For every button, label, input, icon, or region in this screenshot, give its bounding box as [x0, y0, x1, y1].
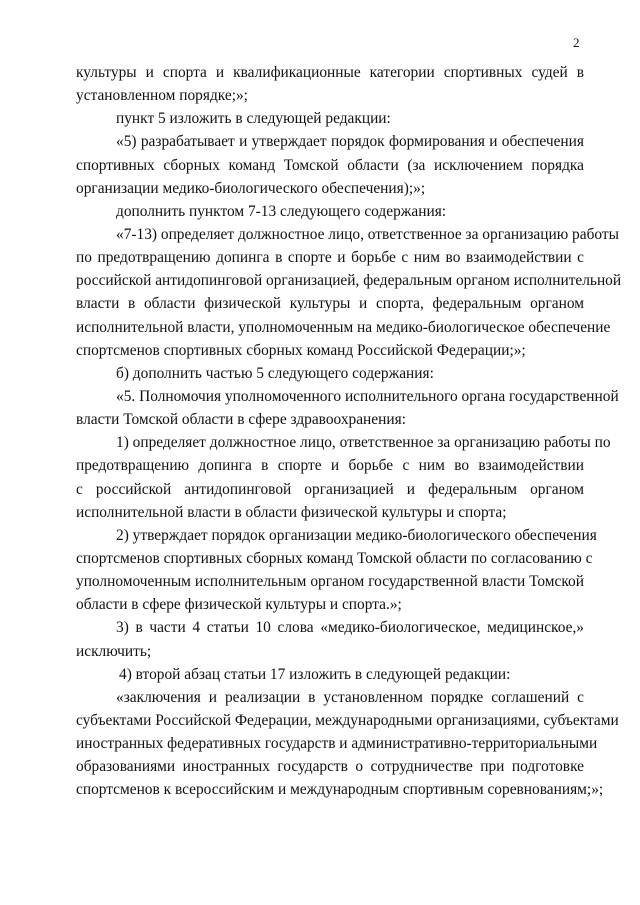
- text-line: спортивных сборных команд Томской области (за исключением порядка: [76, 156, 584, 174]
- text-line: б) дополнить частью 5 следующего содержания:: [116, 364, 434, 382]
- text-line: по предотвращению допинга в спорте и борьбе с ним во взаимодействии с: [76, 249, 584, 267]
- text-line: установленном порядке;»;: [76, 87, 248, 105]
- page-number: 2: [573, 35, 580, 50]
- text-line: «7-13) определяет должностное лицо, ответственное за организацию работы: [116, 225, 619, 243]
- text-line: исполнительной власти, уполномоченным на медико-биологическое обеспечение: [76, 318, 611, 336]
- text-line: 4) второй абзац статьи 17 изложить в следующей редакции:: [119, 665, 511, 683]
- text-line: власти Томской области в сфере здравоохранения:: [76, 411, 406, 429]
- text-line: дополнить пунктом 7-13 следующего содержания:: [116, 202, 447, 220]
- text-line: исключить;: [76, 642, 152, 660]
- text-line: российской антидопинговой организацией, федеральным органом исполнительной: [76, 272, 622, 290]
- text-line: области в сфере физической культуры и спорта.»;: [76, 596, 402, 614]
- text-line: 1) определяет должностное лицо, ответственное за организацию работы по: [116, 434, 611, 452]
- text-line: организации медико-биологического обеспечения);»;: [76, 179, 426, 197]
- text-line: «5. Полномочия уполномоченного исполнительного органа государственной: [116, 387, 619, 405]
- text-line: иностранных федеративных государств и административно-территориальными: [76, 735, 598, 753]
- text-line: пункт 5 изложить в следующей редакции:: [116, 110, 391, 128]
- text-line: образованиями иностранных государств о сотрудничестве при подготовке: [76, 758, 584, 776]
- text-line: субъектами Российской Федерации, международными организациями, субъектами: [76, 711, 619, 729]
- text-line: культуры и спорта и квалификационные категории спортивных судей в: [76, 64, 584, 81]
- text-line: власти в области физической культуры и спорта, федеральным органом: [76, 295, 584, 313]
- text-line: «заключения и реализации в установленном порядке соглашений с: [116, 688, 584, 706]
- text-line: уполномоченным исполнительным органом государственной власти Томской: [76, 573, 584, 591]
- text-line: спортсменов спортивных сборных команд Томской области по согласованию с: [76, 549, 593, 567]
- text-line: спортсменов спортивных сборных команд Российской Федерации;»;: [76, 341, 526, 359]
- text-line: с российской антидопинговой организацией и федеральным органом: [76, 480, 584, 498]
- text-line: «5) разрабатывает и утверждает порядок формирования и обеспечения: [116, 133, 584, 151]
- text-line: 3) в части 4 статьи 10 слова «медико-биологическое, медицинское,»: [116, 619, 584, 637]
- text-line: 2) утверждает порядок организации медико-биологического обеспечения: [116, 526, 597, 544]
- document-body: [76, 61, 622, 802]
- text-line: исполнительной власти в области физической культуры и спорта;: [76, 503, 507, 521]
- text-line: предотвращению допинга в спорте и борьбе с ним во взаимодействии: [76, 457, 584, 475]
- text-line: спортсменов к всероссийским и международным спортивным соревнованиям;»;: [76, 781, 604, 799]
